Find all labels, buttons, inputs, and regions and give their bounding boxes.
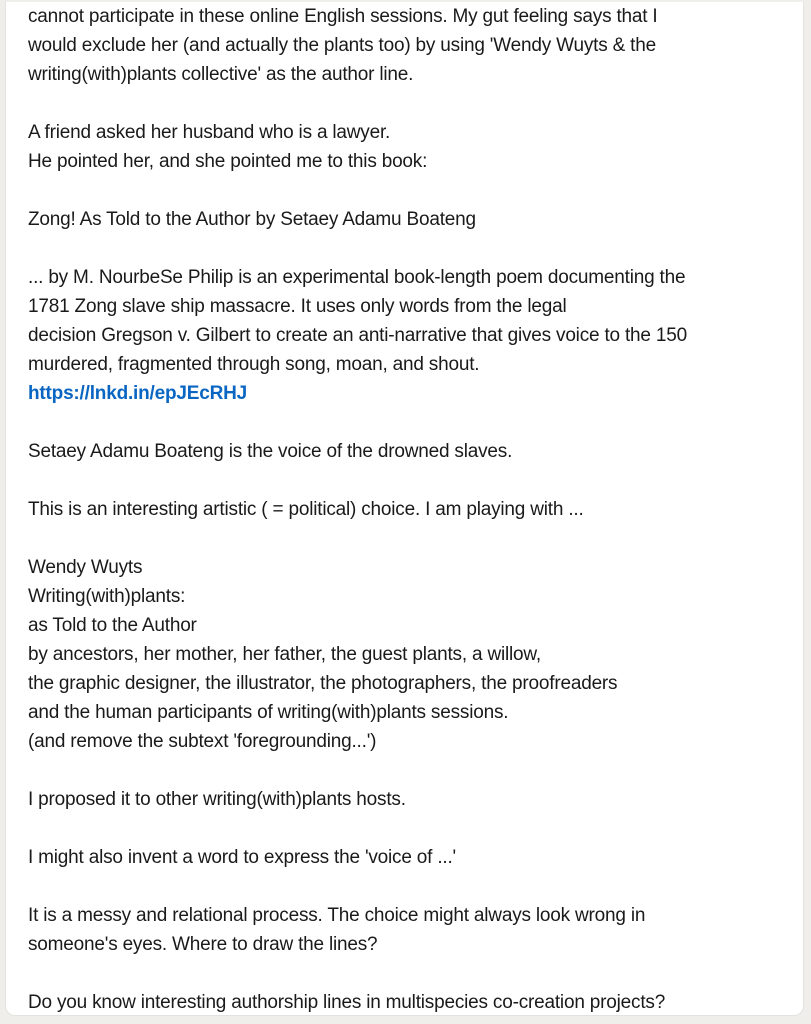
post-text-line: Setaey Adamu Boateng is the voice of the drowned slaves. [28, 441, 513, 462]
lnkd-short-link[interactable]: https://lnkd.in/epJEcRHJ [28, 383, 248, 404]
post-text-line: decision Gregson v. Gilbert to create an anti-narrative that gives voice to the 150 [28, 325, 687, 346]
post-text-line: I proposed it to other writing(with)plants hosts. [28, 789, 406, 810]
post-text-line: He pointed her, and she pointed me to this book: [28, 151, 428, 172]
post-text-line: (and remove the subtext 'foregrounding...') [28, 731, 377, 752]
paragraph [28, 495, 787, 524]
paragraph [28, 437, 787, 466]
post-body [6, 2, 803, 1016]
closing-question-line: Do you know interesting authorship lines in multispecies co-creation projects? [28, 992, 666, 1013]
post-text-line: the graphic designer, the illustrator, the photographers, the proofreaders [28, 673, 618, 694]
paragraph [28, 2, 787, 89]
post-text-line: murdered, fragmented through song, moan, and shout. [28, 354, 480, 375]
post-text-line: Writing(with)plants: [28, 586, 186, 607]
post-text-line: I might also invent a word to express the 'voice of ...' [28, 847, 456, 868]
book-title-line: Zong! As Told to the Author by Setaey Adamu Boateng [28, 209, 476, 230]
paragraph [28, 118, 787, 176]
post-text-line: 1781 Zong slave ship massacre. It uses only words from the legal [28, 296, 567, 317]
post-text-line: by ancestors, her mother, her father, the guest plants, a willow, [28, 644, 541, 665]
author-name-line: Wendy Wuyts [28, 557, 143, 578]
post-text-line: would exclude her (and actually the plants too) by using 'Wendy Wuyts & the [28, 35, 656, 56]
paragraph [28, 988, 787, 1016]
post-text-line: This is an interesting artistic ( = political) choice. I am playing with ... [28, 499, 584, 520]
paragraph [28, 553, 787, 756]
paragraph [28, 263, 787, 408]
post-text-line: ... by M. NourbeSe Philip is an experimental book-length poem documenting the [28, 267, 686, 288]
post-text-line: and the human participants of writing(with)plants sessions. [28, 702, 509, 723]
paragraph [28, 785, 787, 814]
paragraph [28, 205, 787, 234]
post-text-line: someone's eyes. Where to draw the lines? [28, 934, 378, 955]
post-text-line: A friend asked her husband who is a lawyer. [28, 122, 391, 143]
post-text-line: writing(with)plants collective' as the author line. [28, 64, 414, 85]
paragraph [28, 843, 787, 872]
post-text-line: cannot participate in these online English sessions. My gut feeling says that I [28, 6, 658, 27]
post-card [5, 2, 804, 1016]
paragraph [28, 901, 787, 959]
post-text-line: It is a messy and relational process. The choice might always look wrong in [28, 905, 646, 926]
post-text-line: as Told to the Author [28, 615, 197, 636]
